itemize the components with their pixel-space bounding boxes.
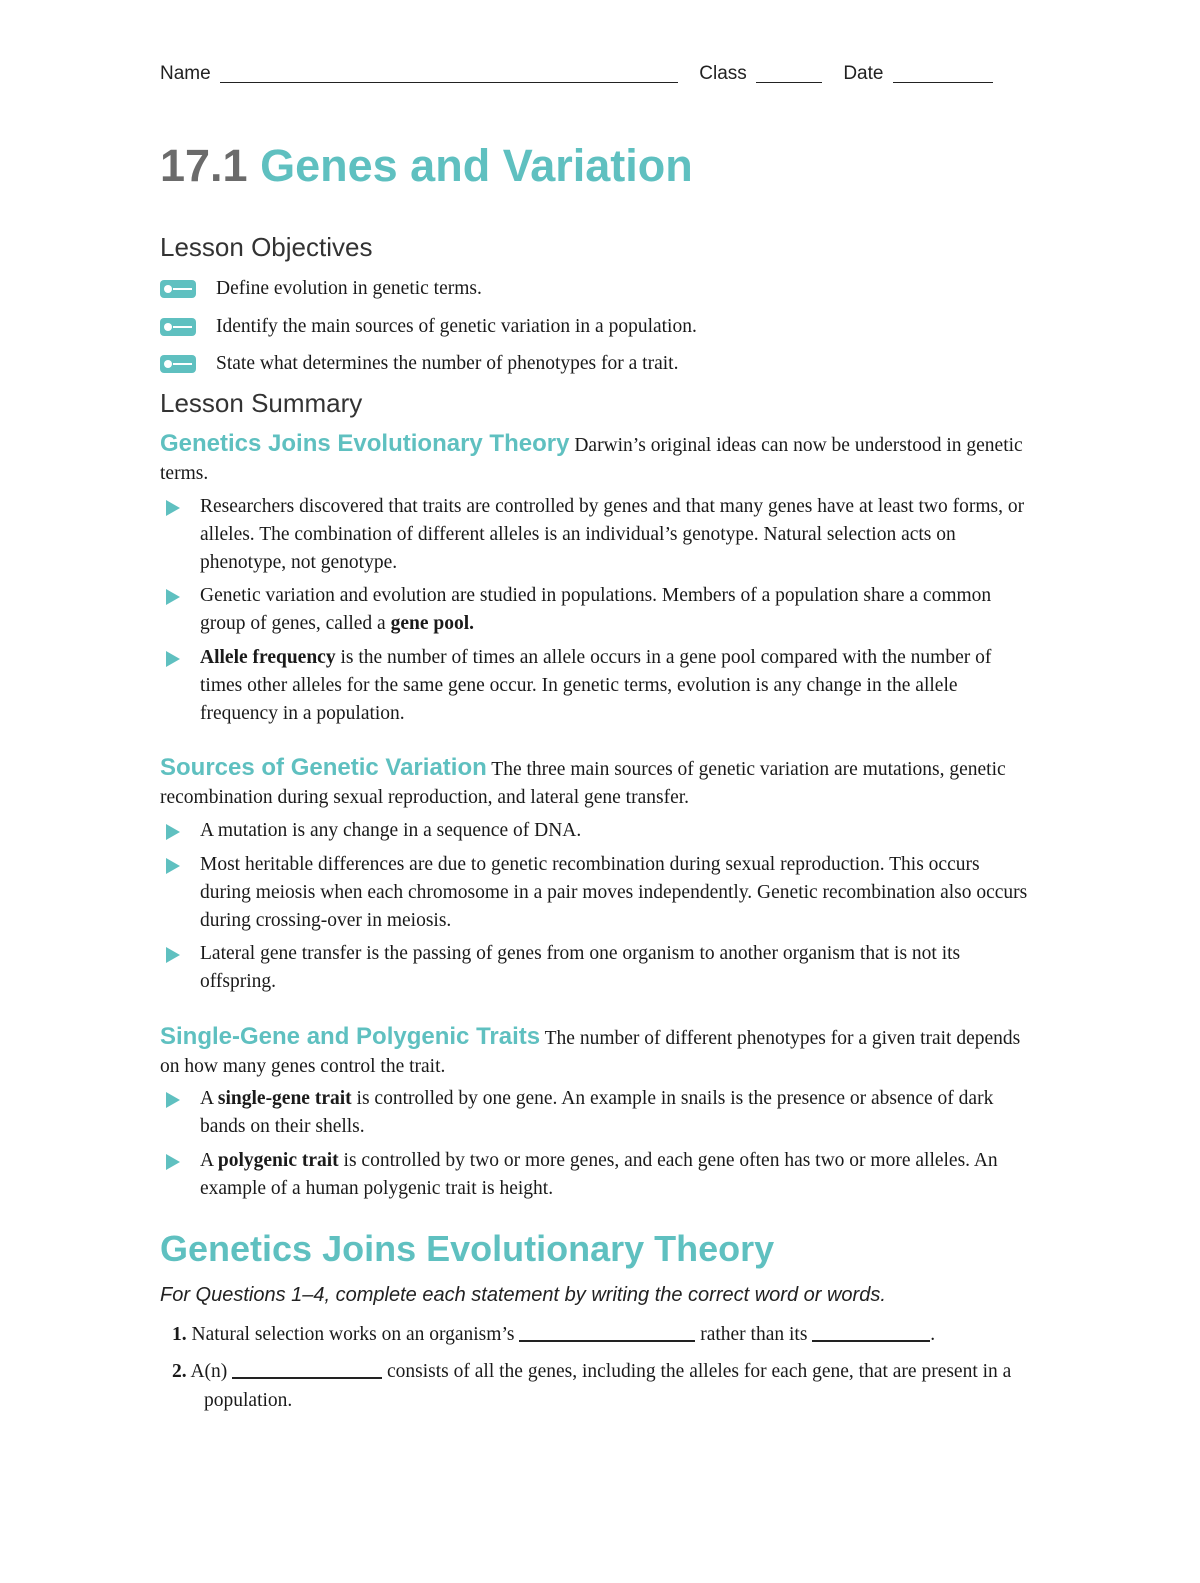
bullet-arrow-icon	[166, 500, 180, 516]
bullet-arrow-icon	[166, 858, 180, 874]
key-icon	[160, 318, 196, 336]
key-icon	[160, 280, 196, 298]
lesson-title: Genes and Variation	[260, 140, 693, 191]
section-heading: Single-Gene and Polygenic Traits	[160, 1023, 541, 1050]
key-icon	[160, 355, 196, 373]
objectives-heading: Lesson Objectives	[160, 232, 373, 262]
bullet-arrow-icon	[166, 947, 180, 963]
question-number: 1.	[172, 1324, 187, 1345]
section-intro	[160, 754, 1040, 812]
question-text: consists of all the genes, including the alleles for each gene, that are present in a population.	[204, 1361, 1012, 1411]
objective-item	[160, 278, 482, 300]
bullet-arrow-icon	[166, 1154, 180, 1170]
objective-item	[160, 353, 678, 375]
bullet-arrow-icon	[166, 651, 180, 667]
section-heading: Sources of Genetic Variation	[160, 754, 487, 781]
bullet-arrow-icon	[166, 1092, 180, 1108]
bullet-item	[160, 493, 1030, 577]
answer-blank[interactable]	[812, 1322, 930, 1342]
bullet-item	[160, 582, 1030, 638]
exercise-instructions: For Questions 1–4, complete each statement by writing the correct word or words.	[160, 1284, 886, 1306]
question-text: Natural selection works on an organism’s	[191, 1324, 515, 1345]
bullet-text: Researchers discovered that traits are controlled by genes and that many genes have at least two forms, or alleles. The combination of different alleles is an individual’s genotype. Natural selection acts on phenotype, not genotype.	[200, 496, 1025, 573]
answer-blank[interactable]	[232, 1359, 382, 1379]
question-text: rather than its	[700, 1324, 808, 1345]
question-item	[172, 1357, 1042, 1415]
question-number: 2.	[172, 1361, 187, 1382]
bullet-text: is controlled by one gene. An example in snails is the presence or absence of dark bands on their shells.	[200, 1088, 994, 1137]
bullet-term: gene pool.	[390, 613, 475, 634]
bullet-text: A mutation is any change in a sequence of DNA.	[200, 820, 582, 841]
answer-blank[interactable]	[519, 1322, 695, 1342]
bullet-item	[160, 1147, 1030, 1203]
bullet-text: is controlled by two or more genes, and each gene often has two or more alleles. An example of a human polygenic trait is height.	[200, 1150, 998, 1199]
objective-text: Identify the main sources of genetic variation in a population.	[216, 316, 697, 337]
bullet-term: polygenic trait	[217, 1150, 339, 1171]
bullet-item	[160, 940, 1030, 996]
class-field[interactable]	[756, 62, 822, 83]
question-item	[172, 1320, 1042, 1349]
question-text: .	[930, 1324, 936, 1345]
bullet-text: A	[200, 1150, 218, 1171]
section-intro-text: Darwin’s original ideas can now be understood in genetic terms.	[160, 435, 1023, 484]
objective-item	[160, 316, 697, 338]
section-intro-text: The number of different phenotypes for a given trait depends on how many genes control the trait.	[160, 1028, 1021, 1077]
section-heading: Genetics Joins Evolutionary Theory	[160, 430, 570, 457]
bullet-item	[160, 851, 1030, 935]
bullet-text: A	[200, 1088, 218, 1109]
section-intro	[160, 1023, 1040, 1081]
question-text: A(n)	[190, 1361, 228, 1382]
bullet-item	[160, 644, 1030, 728]
bullet-term: Allele frequency	[200, 647, 336, 668]
bullet-item	[160, 1085, 1030, 1141]
worksheet-header	[160, 62, 993, 85]
page-title	[160, 140, 693, 192]
bullet-text: Genetic variation and evolution are studied in populations. Members of a population share a common group of genes, called a	[200, 585, 992, 634]
lesson-number: 17.1	[160, 140, 248, 191]
date-field[interactable]	[893, 62, 993, 83]
section-intro	[160, 430, 1040, 488]
class-label: Class	[699, 63, 747, 84]
objective-text: State what determines the number of phenotypes for a trait.	[216, 353, 679, 374]
bullet-text: is the number of times an allele occurs in a gene pool compared with the number of times other alleles for the same gene occur. In genetic terms, evolution is any change in the allele frequency in a population.	[200, 647, 992, 724]
bullet-term: single-gene trait	[217, 1088, 352, 1109]
section-intro-text: The three main sources of genetic variation are mutations, genetic recombination during sexual reproduction, and lateral gene transfer.	[160, 759, 1006, 808]
bullet-text: Most heritable differences are due to genetic recombination during sexual reproduction. This occurs during meiosis when each chromosome in a pair moves independently. Genetic recombination also occurs during crossing-over in meiosis.	[200, 854, 1028, 931]
date-label: Date	[843, 63, 884, 84]
bullet-item	[160, 817, 1030, 845]
bullet-arrow-icon	[166, 824, 180, 840]
name-label: Name	[160, 63, 211, 84]
exercise-heading: Genetics Joins Evolutionary Theory	[160, 1228, 775, 1269]
objective-text: Define evolution in genetic terms.	[216, 278, 482, 299]
summary-heading: Lesson Summary	[160, 388, 363, 418]
bullet-text: Lateral gene transfer is the passing of genes from one organism to another organism that is not its offspring.	[200, 943, 961, 992]
name-field[interactable]	[220, 62, 678, 83]
bullet-arrow-icon	[166, 589, 180, 605]
